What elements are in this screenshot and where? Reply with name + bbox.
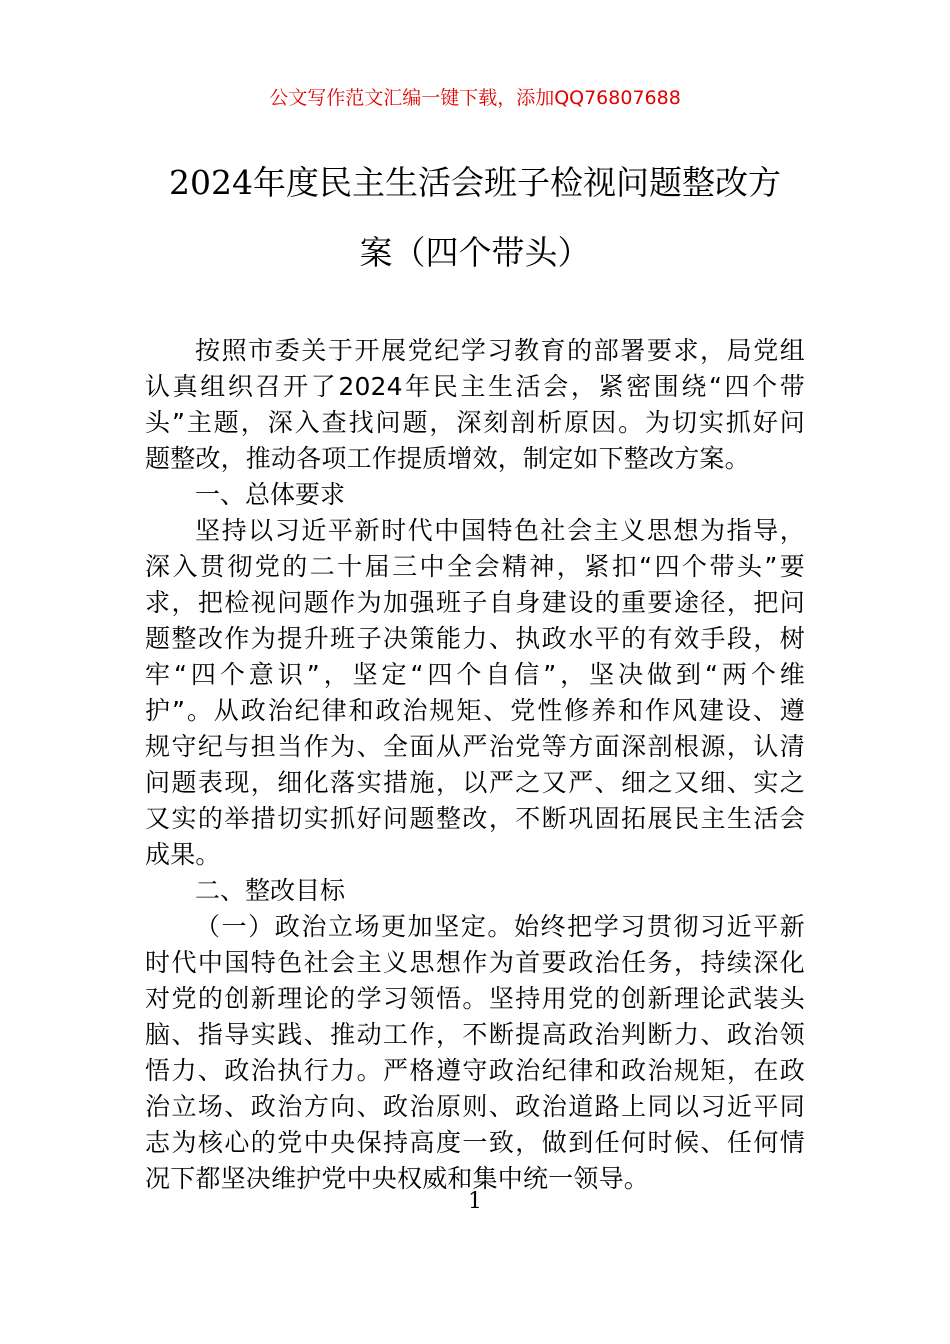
title-line-2: 案（四个带头）	[359, 233, 591, 272]
section2-line: 况下都坚决维护党中央权威和集中统一领导。	[145, 1164, 650, 1193]
section1-line: 牢“四个意识”，坚定“四个自信”，坚决做到“两个维	[145, 660, 805, 689]
intro-paragraph	[145, 333, 805, 477]
section2-line: 治立场、政治方向、政治原则、政治道路上同以习近平同	[145, 1092, 805, 1121]
section2-line: 脑、指导实践、推动工作，不断提高政治判断力、政治领	[145, 1020, 805, 1049]
document-title	[145, 148, 805, 288]
intro-line: 头”主题，深入查找问题，深刻剖析原因。为切实抓好问	[145, 408, 805, 437]
section1-line: 护”。从政治纪律和政治规矩、党性修养和作风建设、遵	[145, 696, 805, 725]
document-body	[145, 333, 805, 1197]
section1-line: 问题表现，细化落实措施，以严之又严、细之又细、实之	[145, 768, 805, 797]
section2-line: 对党的创新理论的学习领悟。坚持用党的创新理论武装头	[145, 984, 805, 1013]
section1-line: 规守纪与担当作为、全面从严治党等方面深剖根源，认清	[145, 732, 805, 761]
section1-line: 坚持以习近平新时代中国特色社会主义思想为指导，	[195, 516, 805, 545]
section2-item1-paragraph	[145, 909, 805, 1197]
page-number: 1	[468, 1189, 482, 1214]
section1-line: 深入贯彻党的二十届三中全会精神，紧扣“四个带头”要	[145, 552, 805, 581]
section1-line: 求，把检视问题作为加强班子自身建设的重要途径，把问	[145, 588, 805, 617]
section-heading-2: 二、整改目标	[195, 876, 346, 905]
section2-line: 时代中国特色社会主义思想作为首要政治任务，持续深化	[145, 948, 805, 977]
section1-line: 成果。	[145, 840, 221, 869]
section1-paragraph	[145, 513, 805, 873]
intro-line: 按照市委关于开展党纪学习教育的部署要求，局党组	[195, 336, 805, 365]
section2-line: 志为核心的党中央保持高度一致，做到任何时候、任何情	[145, 1128, 805, 1157]
section2-line: 悟力、政治执行力。严格遵守政治纪律和政治规矩，在政	[145, 1056, 805, 1085]
section1-line: 又实的举措切实抓好问题整改，不断巩固拓展民主生活会	[145, 804, 805, 833]
title-line-1: 2024年度民主生活会班子检视问题整改方	[169, 163, 781, 202]
section2-line: （一）政治立场更加坚定。始终把学习贯彻习近平新	[195, 912, 805, 941]
intro-line: 题整改，推动各项工作提质增效，制定如下整改方案。	[145, 444, 750, 473]
download-banner: 公文写作范文汇编一键下载，添加QQ76807688	[269, 87, 681, 109]
section1-line: 题整改作为提升班子决策能力、执政水平的有效手段，树	[145, 624, 805, 653]
section-heading-1: 一、总体要求	[195, 480, 346, 509]
intro-line: 认真组织召开了2024年民主生活会，紧密围绕“四个带	[145, 372, 805, 401]
